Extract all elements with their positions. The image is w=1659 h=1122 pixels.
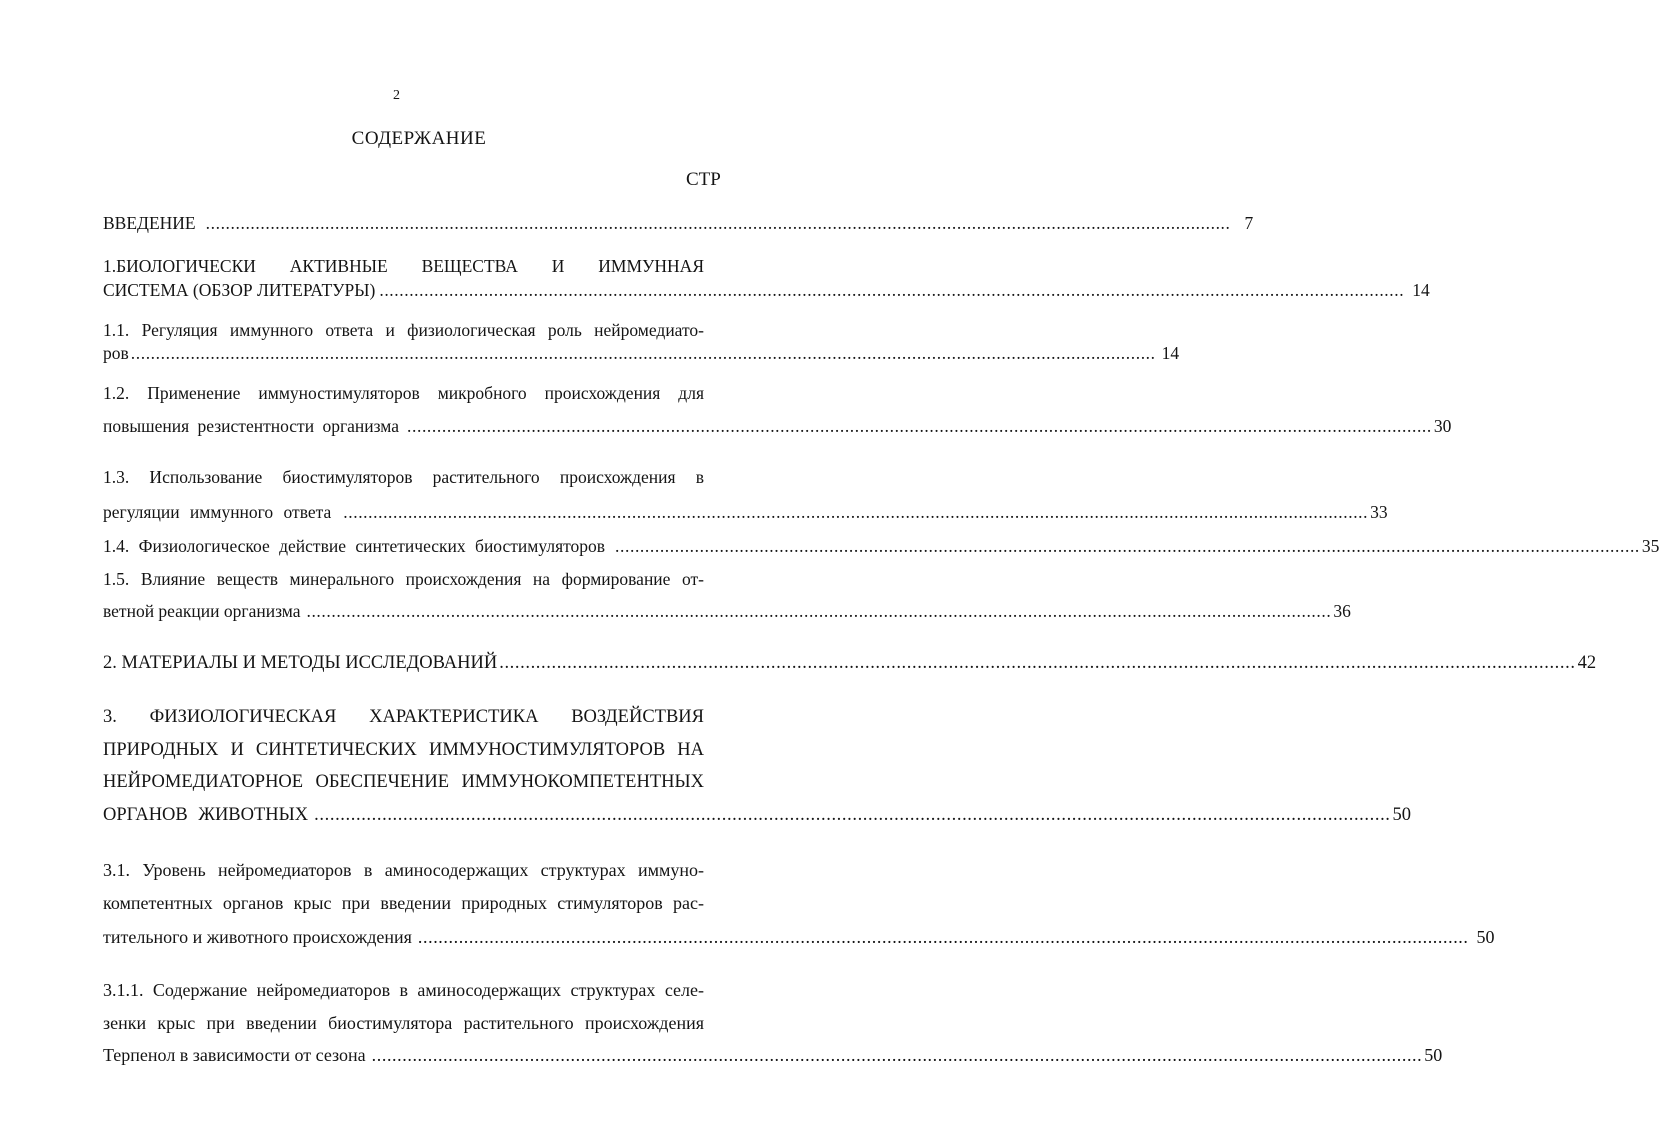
toc-leader-dots: .............................................................................................................................................................................................................. <box>417 927 1469 947</box>
page-number: 2 <box>393 88 400 103</box>
toc-entry-page: 14 <box>1412 280 1430 300</box>
toc-leader-dots: .............................................................................................................................................................................................................. <box>371 1045 1423 1065</box>
toc-entry-chapter-2 <box>103 651 1597 675</box>
toc-entry-1-5-line-1: 1.5. Влияние веществ минерального происхождения на формирование от- <box>103 569 704 589</box>
toc-entry-1-1-line-1: 1.1. Регуляция иммунного ответа и физиологическая роль нейромедиато- <box>103 320 704 340</box>
toc-entry-1-2-line-1: 1.2. Применение иммуностимуляторов микробного происхождения для <box>103 383 704 403</box>
toc-entry-text: 2. МАТЕРИАЛЫ И МЕТОДЫ ИССЛЕДОВАНИЙ <box>103 653 498 673</box>
toc-leader-dots: .............................................................................................................................................................................................................. <box>130 343 1156 363</box>
toc-leader-dots: .............................................................................................................................................................................................................. <box>343 502 1369 522</box>
toc-leader-dots: .............................................................................................................................................................................................................. <box>499 653 1576 673</box>
toc-entry-chapter-3 <box>103 803 1412 827</box>
toc-entry-page: 33 <box>1370 502 1388 522</box>
toc-leader-dots: .............................................................................................................................................................................................................. <box>407 416 1432 436</box>
page-title: СОДЕРЖАНИЕ <box>351 128 487 149</box>
page-column-header: СТР <box>686 169 721 190</box>
toc-entry-chapter-1 <box>103 278 1430 302</box>
toc-entry-chapter-3-line-2: ПРИРОДНЫХ И СИНТЕТИЧЕСКИХ ИММУНОСТИМУЛЯТОРОВ НА <box>103 740 704 760</box>
toc-entry-chapter-1-line-1: 1.БИОЛОГИЧЕСКИ АКТИВНЫЕ ВЕЩЕСТВА И ИММУННАЯ <box>103 256 704 276</box>
toc-entry-text: ОРГАНОВ ЖИВОТНЫХ <box>103 805 309 825</box>
toc-entry-3-1 <box>103 925 1495 949</box>
toc-entry-text: ВВЕДЕНИЕ <box>103 213 196 233</box>
toc-entry-text: Терпенол в зависимости от сезона <box>103 1045 366 1065</box>
toc-entry-page: 14 <box>1161 343 1180 363</box>
toc-entry-text: СИСТЕМА (ОБЗОР ЛИТЕРАТУРЫ) <box>103 280 376 300</box>
toc-entry-text: тительного и животного происхождения <box>103 927 412 947</box>
toc-leader-dots: .............................................................................................................................................................................................................. <box>379 280 1405 300</box>
toc-entry-text: 1.4. Физиологическое действие синтетических биостимуляторов <box>103 536 606 556</box>
toc-entry-1-3 <box>103 500 1388 524</box>
toc-entry-3-1-line-1: 3.1. Уровень нейромедиаторов в аминосодержащих структурах иммуно- <box>103 860 704 880</box>
toc-entry-1-1 <box>103 341 1180 365</box>
toc-entry-text: ветной реакции организма <box>103 601 301 621</box>
toc-entry-chapter-3-line-1: 3. ФИЗИОЛОГИЧЕСКАЯ ХАРАКТЕРИСТИКА ВОЗДЕЙСТВИЯ <box>103 707 704 727</box>
toc-entry-1-5 <box>103 599 1351 623</box>
toc-entry-page: 7 <box>1244 213 1254 233</box>
toc-entry-introduction <box>103 211 1254 235</box>
toc-entry-3-1-1-line-2: зенки крыс при введении биостимулятора растительного происхождения <box>103 1013 704 1033</box>
toc-entry-page: 42 <box>1577 653 1597 673</box>
toc-leader-dots: .............................................................................................................................................................................................................. <box>205 213 1231 233</box>
toc-entry-page: 50 <box>1392 805 1412 825</box>
toc-entry-page: 50 <box>1476 927 1495 947</box>
toc-entry-text: повышения резистентности организма <box>103 416 400 436</box>
toc-entry-text: регуляции иммунного ответа <box>103 502 332 522</box>
toc-entry-1-4 <box>103 534 1659 558</box>
toc-leader-dots: .............................................................................................................................................................................................................. <box>306 601 1332 621</box>
toc-entry-3-1-1 <box>103 1043 1443 1067</box>
toc-entry-page: 35 <box>1641 536 1659 556</box>
toc-entry-1-2 <box>103 414 1452 438</box>
toc-entry-3-1-line-2: компетентных органов крыс при введении природных стимуляторов рас- <box>103 893 704 913</box>
toc-entry-3-1-1-line-1: 3.1.1. Содержание нейромедиаторов в аминосодержащих структурах селе- <box>103 980 704 1000</box>
toc-entry-chapter-3-line-3: НЕЙРОМЕДИАТОРНОЕ ОБЕСПЕЧЕНИЕ ИММУНОКОМПЕТЕНТНЫХ <box>103 772 704 792</box>
toc-entry-1-3-line-1: 1.3. Использование биостимуляторов растительного происхождения в <box>103 467 704 487</box>
toc-leader-dots: .............................................................................................................................................................................................................. <box>615 536 1640 556</box>
toc-entry-text: ров <box>103 343 129 363</box>
toc-entry-page: 30 <box>1433 416 1452 436</box>
toc-leader-dots: .............................................................................................................................................................................................................. <box>314 805 1391 825</box>
toc-entry-page: 50 <box>1424 1045 1443 1065</box>
toc-entry-page: 36 <box>1333 601 1351 621</box>
